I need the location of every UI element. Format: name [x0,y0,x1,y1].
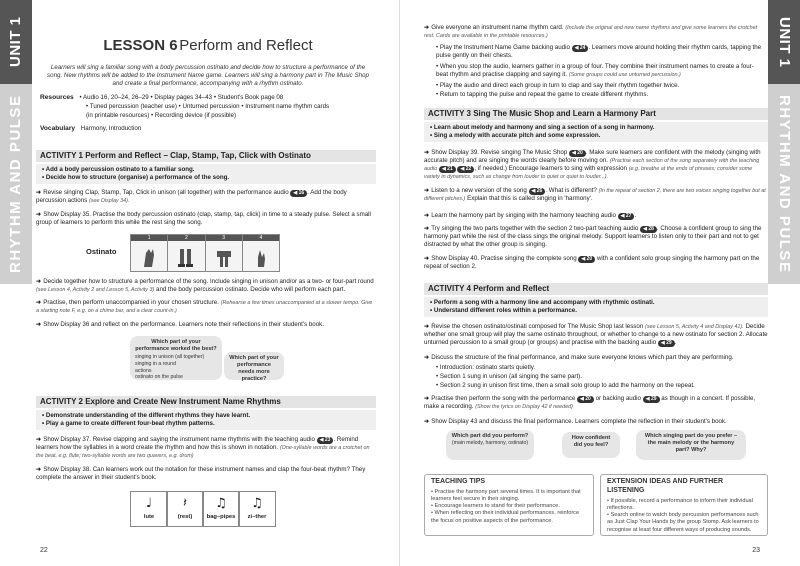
track-number: 16 [298,190,305,196]
activity2-objective: • Demonstrate understanding of the different rhythms they have learnt. [42,412,370,420]
rhythm-card-label: zi–ther [247,514,267,520]
activity2-objectives [36,410,376,430]
ostinato-clap [131,235,168,271]
audio-track-badge: ◀ 28 [640,226,657,233]
game-step-text: Play the Instrument Name Game backing audio [439,44,570,51]
audio-track-badge: ◀ 21 [439,166,456,173]
audio-track-badge: ◀ 29 [643,396,660,403]
game-intro: ➜ Give everyone an instrument name rhythm card. (Include the original and new name rhythms and give some learners the crotchet rest. Cards are available in the printable resources.) [424,24,758,39]
audio-track-badge: ◀ 20 [577,396,594,403]
lesson-intro: Learners will sing a familiar song with a body percussion ostinato and decide how to structure a performance of the song. New rhythms will be added to the Instrument Name game. Learners will sing a harmony part in The Music Shop and create a final performance, accompanying with a rhythm ostinato. [47,64,369,87]
activity3-title: ACTIVITY 3 Sing The Music Shop and Learn a Harmony Part [424,108,768,120]
structure-item: • Section 1 sung in unison (all singing the same part). [436,373,582,380]
activity4-step2: ➜ Discuss the structure of the final performance, and make sure everyone knows which part they are performing. [424,354,734,361]
activity1-step3-text: Decide together how to structure a performance of the song. Include singing in unison and/or as a two- or four-part round [43,278,374,285]
track-number: 20 [577,150,583,156]
activity4-objective: • Perform a song with a harmony line and accompany with rhythmic ostinati. [430,299,762,307]
activity1-step4-ref: (Rehearse a few times unaccompanied at a slower tempo. Give a starting note F, e.g. on a chime bar, and a clear count-in.) [36,300,373,314]
rhythm-card-label: (rest) [177,514,193,520]
activity1-step3-end: and the body percussion ostinato. Decide who will perform each part. [156,285,346,293]
ostinato-grid [130,234,280,272]
activity3-step3-text: Learn the harmony part by singing with the harmony teaching audio [431,212,616,219]
game-step-text: Return to tapping the pulse and repeat the game to create different rhythms. [439,91,649,98]
activity1-step3-ref: (see Lesson 4, Activity 2 and Lesson 5, Activity 3) [36,286,155,293]
activity4-step3-end: as though in a concert. If possible, make a recording. [424,395,756,410]
activity2-step2: ➜ Show Display 38. Can learners work out the notation for these instrument names and clap the four-beat rhythm? They complete the answer in their student's book. [36,466,366,481]
activity4-step1-end: Decide whether one small group will play the same ostinato throughout, or whether to change to a new ostinato for section 2. Allocate unturned percussion to a small group (or groups) and practise with the backing audio [424,323,768,346]
audio-track-badge: ◀ 26 [529,188,546,195]
activity3-step3: ➜ Learn the harmony part by singing with the harmony teaching audio ◀ 27 . [424,212,637,219]
track-number: 27 [625,213,632,219]
teaching-tip: • Encourage learners to stand for their performance. [431,503,587,510]
activity1-step1-text: Revise singing Clap, Stamp, Tap, Click in unison (all together) with the performance audio [43,189,289,196]
extension-idea: • If possible, record a performance to inform their individual reflections. [607,498,761,512]
activity3-objective: • Sing a melody with accurate pitch and some expression. [430,132,762,140]
ostinato-beat-number: 4 [243,235,279,241]
teaching-tips-title: TEACHING TIPS [431,478,486,485]
extension-box [600,474,768,536]
right-page [400,0,800,566]
activity1-step1-ref: (see Display 34). [88,198,130,204]
activity4-step3: ➜ Practise then perform the song with the performance ◀ 20 or backing audio ◀ 29 as though in a concert. If possible, make a recording. (Show the lyrics on Display 42 if needed) [424,395,756,410]
game-step-ref: (Some groups could use unturned percussion.) [568,71,681,78]
track-number: 21 [447,165,453,172]
track-number: 24 [579,45,586,51]
note-symbol: ♫ [215,496,227,511]
activity3-step2: ➜ Listen to a new version of the song ◀ 26 . What is different? (In the repeat of section 2, there are two voices singing together but at different pitches.) Explain that this is called singing in 'harmony'. [424,187,766,202]
ostinato-label: Ostinato [86,247,117,256]
audio-track-badge: ◀ 29 [658,340,675,347]
activity1-step2-text: Show Display 35. Practise the body percussion ostinato (clap, stamp, tap, click) in time to a steady pulse. Select a small group of learners to perform this while the rest sing the song. [36,211,371,226]
vocabulary-label: Vocabulary [40,125,76,132]
activity3-step2-end2: Explain that this is called singing in 'harmony'. [467,195,593,202]
stamp-icon [176,245,196,269]
activity3-step2-ref: (In the repeat of section 2, there are two voices singing together but at different pitches.) [424,188,766,202]
extension-title: EXTENSION IDEAS AND FURTHER LISTENING [607,478,724,494]
reflection-bubble-best [130,336,222,380]
activity1-step5: ➜ Show Display 36 and reflect on the performance. Learners note their reflections in their student's book. [36,321,324,328]
activity4-objectives [424,297,768,317]
final-reflection-bubble [636,430,746,460]
rhythm-card-label: bag–pipes [206,514,236,520]
activity4-step1-ref: (see Lesson 5, Activity 4 and Display 41). [645,324,744,330]
teaching-tip: • Practise the harmony part several times. It is important that learners feel secure in their singing. [431,489,587,503]
activity3-step1-ref: (Practise each section of the song separately with the teaching audio [424,158,760,172]
activity1-step4: ➜ Practise, then perform unaccompanied in your chosen structure. (Rehearse a few times unaccompanied at a slower tempo. Give a starting note F, e.g. on a chime bar, and a clear count-in.) [36,299,373,314]
track-number: 20 [586,256,593,262]
unit-label: UNIT 1 [0,0,32,84]
final-reflection-bubble [446,430,534,460]
resources [40,94,376,102]
activity2-title: ACTIVITY 2 Explore and Create New Instrument Name Rhythms [36,396,376,408]
audio-track-badge: ◀ 20 [569,150,586,157]
page-number-left: 22 [40,547,48,555]
topic-label: RHYTHM AND PULSE [0,84,32,284]
lesson-heading [40,36,376,55]
ostinato-tap [206,235,243,271]
activity3-step1-text: Show Display 39. Revise singing The Music Shop [431,149,568,156]
vocabulary [40,125,376,133]
rhythm-card [166,491,204,527]
vocabulary-value: Harmony, Introduction [80,125,142,132]
reflection-question: How confident did you feel? [571,435,611,449]
reflection-question: Which part did you perform? [451,433,529,439]
activity3-step5-end: with a confident solo group singing the harmony part on the repeat of section 2. [424,255,760,270]
activity3-step2-end: . What is different? [545,187,597,194]
page-number-right: 23 [752,547,760,555]
activity1-step1-end: . Add the body percussion actions [36,189,347,204]
reflection-hint: (main melody, harmony, ostinato) [451,440,529,447]
audio-track-badge: ◀ 27 [618,213,635,220]
activity4-step1: ➜ Revise the chosen ostinato/ostinati composed for The Music Shop last lesson (see Lesson 5, Activity 4 and Display 41). Decide whether one small group will play the same ostinato throughout, or whether to change to a new ostinato for section 2. Allocate unturned percussion to a small group (or groups) and practise with the backing audio ◀ 29 . [424,323,768,346]
activity3-step4-text: Try singing the two parts together with the section 2 two-part teaching audio [431,225,639,232]
rest-symbol: 𝄽 [183,496,187,511]
ostinato-beat-number: 1 [131,235,167,241]
activity4-title: ACTIVITY 4 Perform and Reflect [424,283,768,295]
activity4-step2-text: Discuss the structure of the final performance, and make sure everyone knows which part they are performing. [431,354,734,361]
note-symbol: ♩ [145,496,153,511]
game-step: • Return to tapping the pulse and repeat the game to create different rhythms. [436,91,649,98]
game-step: • When you stop the audio, learners gather in a group of four. They combine their instrument names to create a four-beat rhythm and practise clapping and saying it. (Some groups could use unturned percussion.) [436,63,754,78]
game-step-text: When you stop the audio, learners gather in a group of four. They combine their instrument names to create a four-beat rhythm and practise clapping and saying it. [436,63,754,78]
rhythm-card [238,491,276,527]
final-reflection-bubble [562,432,620,458]
resources-line3: (in printable resources) • Recording device (if possible) [86,112,237,119]
structure-item-text: Section 2 sung in unison first time, then a small solo group to add the harmony on the repeat. [439,382,695,389]
activity2-step1: ➜ Show Display 37. Revise clapping and saying the instrument name rhythms with the teaching audio ◀ 23 . Remind learners how the syllables in a word create the rhythm and how this is shown in notation. (One-syllable words are a crotchet on the beat, e.g. flute; two-syllable words are two quavers, e.g. drum) [36,436,370,459]
activity4-step4-text: Show Display 43 and discuss the final performance. Learners complete the reflection in their student's book. [431,418,727,425]
reflection-question: Which singing part do you prefer – the main melody or the harmony part? Why? [644,433,738,454]
rhythm-card-label: lute [143,514,155,520]
track-number: 23 [324,437,331,443]
game-step: • Play the Instrument Name Game backing audio ◀ 24 . Learners move around holding their rhythm cards, tapping the pulse gently on their chests. [436,44,762,59]
resources-line2: • Tuned percussion (teacher use) • Unturned percussion • Instrument name rhythm cards [86,103,330,110]
track-number: 28 [648,226,654,232]
click-fingers-icon [251,245,271,269]
unit-side-tab-right [768,0,800,566]
rhythm-card [130,491,168,527]
reflection-question: Which part of your performance needs more practice? [229,355,279,383]
resources-line1: • Audio 16, 20–24, 26–29 • Display pages 34–43 • Student's Book page 08 [79,94,284,101]
track-number: 29 [666,339,672,346]
track-number: 29 [650,396,657,402]
activity1-step3: ➜ Decide together how to structure a performance of the song. Include singing in unison and/or as a two- or four-part round (see Lesson 4, Activity 2 and Lesson 5, Activity 3) and the body percussion ostinato. Decide who will perform each part. [36,278,374,293]
teaching-tip: • When reflecting on their individual performances, reinforce the focus on positive aspects of the performance. [431,510,587,524]
activity4-step4: ➜ Show Display 43 and discuss the final performance. Learners complete the reflection in their student's book. [424,418,727,425]
note-symbol: ♫ [251,496,263,511]
reflection-question: Which part of your performance worked the best? [135,339,217,353]
activity2-step1-text: Show Display 37. Revise clapping and saying the instrument name rhythms with the teaching audio [43,436,315,443]
activity3-step5: ➜ Show Display 40. Practise singing the complete song ◀ 20 with a confident solo group singing the harmony part on the repeat of section 2. [424,255,760,270]
activity3-step1: ➜ Show Display 39. Revise singing The Music Shop ◀ 20 . Make sure learners are confident with the melody (singing with accurate pitch) and are singing the words clearly before moving on. (Practise each section of the song separately with the teaching audio ◀ 21 ◀ 22 , if needed.) Encourage learners to sing with expression (e.g. breathe at the ends of phrases; consider some variety in dynamics, such as change from louder to quiet or quiet to louder...). [424,149,761,180]
track-number: 22 [465,165,472,172]
activity2-step2-text: Show Display 38. Can learners work out the notation for these instrument names and clap the four-beat rhythm? They complete the answer in their student's book. [36,466,366,481]
ostinato-beat-number: 3 [206,235,242,241]
track-number: 20 [585,396,591,402]
resources-label: Resources [40,94,74,101]
extension-idea: • Search online to watch body percussion performances such as Just Clap Your Hands by the group Stomp. Ask learners to recognise at least four different ways of producing sounds. [607,512,761,533]
teaching-tips-box [424,474,594,536]
activity1-step5-text: Show Display 36 and reflect on the performance. Learners note their reflections in their student's book. [43,321,324,328]
lesson-number: LESSON 6 [103,37,178,54]
lesson-title: Perform and Reflect [179,37,313,54]
activity3-step5-text: Show Display 40. Practise singing the complete song [431,255,577,262]
game-step-text: Play the audio and direct each group in turn to clap and say their rhythm together twice. [439,82,680,89]
activity4-objective: • Understand different roles within a performance. [430,307,762,315]
unit-label: UNIT 1 [768,0,800,84]
activity1-objectives [36,164,376,184]
audio-track-badge: ◀ 20 [578,256,595,263]
ostinato-click [243,235,279,271]
activity1-step1: ➜ Revise singing Clap, Stamp, Tap, Click in unison (all together) with the performance audio ◀ 16 . Add the body percussion actions (see Display 34). [36,189,347,204]
game-intro-text: Give everyone an instrument name rhythm card. [431,24,564,31]
unit-side-tab-left [0,0,32,566]
activity3-objectives [424,122,768,142]
activity1-step4-text: Practise, then perform unaccompanied in your chosen structure. [43,299,219,306]
game-step: • Play the audio and direct each group in turn to clap and say their rhythm together twice. [436,82,680,89]
activity3-step1-ref2: , if needed.) Encourage learners to sing with expression [474,164,627,172]
audio-track-badge: ◀ 16 [290,190,307,197]
activity3-step4-end: . Choose a confident group to sing the harmony part while the rest of the class sings the original melody. Support learners to listen only to their part and not to get distracted by what the other group is singing. [424,225,762,248]
activity4-step3-mid: or backing audio [595,395,641,402]
activity3-step2-text: Listen to a new version of the song [431,187,527,194]
activity3-step1-ref3: (e.g. breathe at the ends of phrases; consider some variety in dynamics, such as change from louder to quiet or quiet to louder...). [424,165,753,180]
activity2-step1-ref: (One-syllable words are a crotchet on the beat, e.g. flute; two-syllable words are two quavers, e.g. drum) [36,445,370,459]
track-number: 26 [536,188,543,194]
activity4-step3-text: Practise then perform the song with the performance [431,395,576,402]
ostinato-beat-number: 2 [168,235,204,241]
tap-knees-icon [214,245,234,269]
audio-track-badge: ◀ 23 [317,437,334,444]
activity1-step2: ➜ Show Display 35. Practise the body percussion ostinato (clap, stamp, tap, click) in time to a steady pulse. Select a small group of learners to perform this while the rest sing the song. [36,211,371,226]
activity1-objective: • Add a body percussion ostinato to a familiar song. [42,166,370,174]
reflection-options: singing in unison (all together) singing in a round actions ostinato on the pulse [135,354,205,381]
activity1-objective: • Decide how to structure (organise) a performance of the song. [42,174,370,182]
ostinato-stamp [168,235,205,271]
activity3-step1-end: . Make sure learners are confident with the melody (singing with accurate pitch) and are singing the words clearly before moving on. [424,149,761,164]
structure-item: • Section 2 sung in unison first time, then a small solo group to add the harmony on the repeat. [436,382,695,389]
activity2-step1-end: . Remind learners how the syllables in a word create the rhythm and how this is shown in notation. [36,436,359,451]
activity1-title: ACTIVITY 1 Perform and Reflect – Clap, Stamp, Tap, Click with Ostinato [36,150,376,162]
activity3-step4: ➜ Try singing the two parts together with the section 2 two-part teaching audio ◀ 28 . Choose a confident group to sing the harmony part while the rest of the class sings the original melody. Support learners to listen only to their part and not to get distracted by what the other group is singing. [424,225,762,248]
audio-track-badge: ◀ 22 [457,166,474,173]
game-intro-ref: (Include the original and new name rhythms and give some learners the crotchet rest. Cards are available in the printable resources.) [424,25,758,39]
activity2-objective: • Play a game to create different four-beat rhythm patterns. [42,420,370,428]
game-step-end: . Learners move around holding their rhythm cards, tapping the pulse gently on their chests. [436,44,762,59]
clap-icon [139,245,159,269]
structure-item: • Introduction: ostinato starts quietly. [436,364,536,371]
topic-label: RHYTHM AND PULSE [768,84,800,284]
activity3-objective: • Learn about melody and harmony and sing a section of a song in harmony. [430,124,762,132]
reflection-bubble-practice [224,352,284,383]
structure-item-text: Introduction: ostinato starts quietly. [439,364,536,371]
audio-track-badge: ◀ 24 [572,45,589,52]
rhythm-card [202,491,240,527]
structure-item-text: Section 1 sung in unison (all singing the same part). [439,373,582,380]
activity4-step1-text: Revise the chosen ostinato/ostinati composed for The Music Shop last lesson [431,323,644,330]
activity4-step3-ref: (Show the lyrics on Display 42 if needed) [475,404,573,410]
